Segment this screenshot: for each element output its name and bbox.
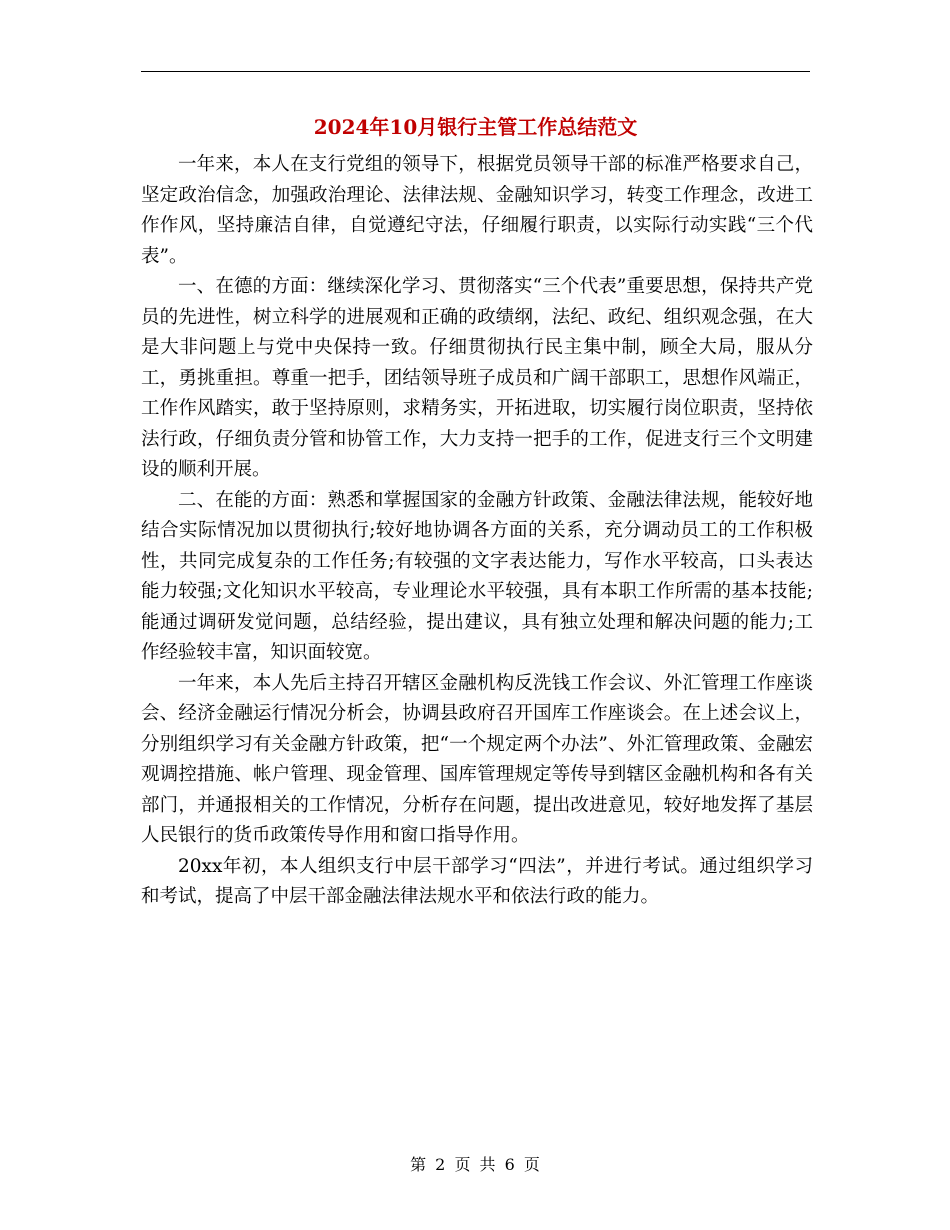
header-rule (141, 71, 810, 72)
paragraph-1: 一年来，本人在支行党组的领导下，根据党员领导干部的标准严格要求自己，坚定政治信念，加强政治理论、法律法规、金融知识学习，转变工作理念，改进工作作风，坚持廉洁自律，自觉遵纪守法，仔细履行职责，以实际行动实践“三个代表”。 (141, 154, 813, 267)
document-title: 2024年10月银行主管工作总结范文 (313, 115, 638, 139)
document-body (141, 150, 813, 913)
page-number-footer: 第 2 页 共 6 页 (410, 1155, 540, 1174)
paragraph-2: 一、在德的方面：继续深化学习、贯彻落实“三个代表”重要思想，保持共产党员的先进性，树立科学的进展观和正确的政绩纲，法纪、政纪、组织观念强，在大是大非问题上与党中央保持一致。仔细贯彻执行民主集中制，顾全大局，服从分工，勇挑重担。尊重一把手，团结领导班子成员和广阔干部职工，思想作风端正，工作作风踏实，敢于坚持原则，求精务实，开拓进取，切实履行岗位职责，坚持依法行政，仔细负责分管和协管工作，大力支持一把手的工作，促进支行三个文明建设的顺利开展。 (141, 276, 813, 480)
paragraph-5: 20xx年初，本人组织支行中层干部学习“四法”，并进行考试。通过组织学习和考试，提高了中层干部金融法律法规水平和依法行政的能力。 (141, 855, 813, 907)
paragraph-3: 二、在能的方面：熟悉和掌握国家的金融方针政策、金融法律法规，能较好地结合实际情况加以贯彻执行;较好地协调各方面的关系，充分调动员工的工作积极性，共同完成复杂的工作任务;有较强的文字表达能力，写作水平较高，口头表达能力较强;文化知识水平较高，专业理论水平较强，具有本职工作所需的基本技能;能通过调研发觉问题，总结经验，提出建议，具有独立处理和解决问题的能力;工作经验较丰富，知识面较宽。 (141, 489, 813, 663)
paragraph-4: 一年来，本人先后主持召开辖区金融机构反洗钱工作会议、外汇管理工作座谈会、经济金融运行情况分析会，协调县政府召开国库工作座谈会。在上述会议上，分别组织学习有关金融方针政策，把“一个规定两个办法”、外汇管理政策、金融宏观调控措施、帐户管理、现金管理、国库管理规定等传导到辖区金融机构和各有关部门，并通报相关的工作情况，分析存在问题，提出改进意见，较好地发挥了基层人民银行的货币政策传导作用和窗口指导作用。 (141, 672, 813, 846)
